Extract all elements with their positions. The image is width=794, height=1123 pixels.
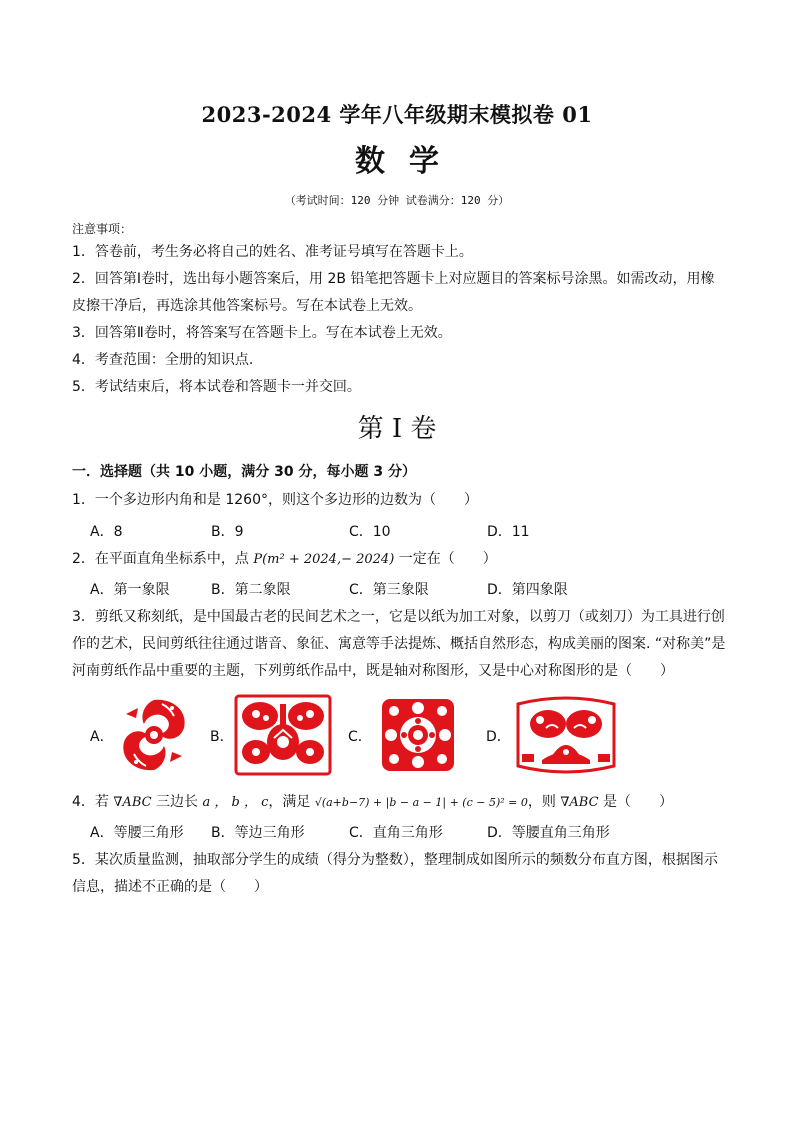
q4-then: ，则	[527, 794, 561, 810]
q4-stem-post: 是（ ）	[598, 794, 673, 810]
q5-line-2: 信息，描述不正确的是（ ）	[72, 879, 268, 895]
q1-option-a: A．8	[90, 524, 123, 540]
q2-stem-pre: 2．在平面直角坐标系中，点	[72, 551, 254, 567]
q2-point-expression: P(m² + 2024,− 2024)	[253, 552, 395, 567]
q4-cond-pre: ，满足	[268, 794, 315, 810]
papercut-c-image	[378, 694, 458, 776]
notice-item-1: 1．答卷前，考生务必将自己的姓名、准考证号填写在答题卡上。	[72, 244, 473, 260]
q2-stem-post: 一定在（ ）	[394, 551, 497, 567]
q4-option-b: B．等边三角形	[211, 825, 305, 841]
q2-option-a: A．第一象限	[90, 582, 170, 598]
q3-option-c-label: C．	[348, 729, 372, 745]
q4-stem-pre: 4．若	[72, 794, 114, 810]
q4-triangle: ∇ABC	[113, 795, 152, 810]
q4-option-d: D．等腰直角三角形	[487, 825, 610, 841]
q3-line-1: 3．剪纸又称刻纸，是中国最古老的民间艺术之一，它是以纸为加工对象，以剪刀（或刻刀）为工具进行创	[72, 609, 725, 625]
q3-option-a-label: A．	[90, 729, 114, 745]
time-info: （考试时间：120 分钟 试卷满分：120 分）	[284, 194, 510, 207]
part-title: 第 I 卷	[357, 414, 437, 444]
q2-stem	[72, 549, 732, 570]
q3-line-2: 作的艺术，民间剪纸往往通过谐音、象征、寓意等手法提炼、概括自然形态，构成美丽的图案. “对称美”是	[72, 636, 726, 652]
q2-option-d: D．第四象限	[487, 582, 568, 598]
q4-condition: √(a+b−7) + |b − a − 1| + (c − 5)² = 0	[314, 796, 528, 809]
q3-option-d-label: D．	[486, 729, 511, 745]
papercut-b-image	[234, 694, 332, 776]
q2-option-c: C．第三象限	[349, 582, 429, 598]
notice-item-3: 3．回答第Ⅱ卷时，将答案写在答题卡上。写在本试卷上无效。	[72, 325, 452, 341]
q4-option-a: A．等腰三角形	[90, 825, 184, 841]
q5-line-1: 5．某次质量监测，抽取部分学生的成绩（得分为整数），整理制成如图所示的频数分布直方图，根据图示	[72, 852, 718, 868]
subject-title: 数学	[355, 144, 463, 179]
q4-stem	[72, 792, 732, 813]
q4-vars: a ， b ， c	[202, 795, 269, 810]
q1-option-b: B．9	[211, 524, 244, 540]
papercut-a-image	[116, 694, 192, 776]
q1-stem: 1．一个多边形内角和是 1260°，则这个多边形的边数为（ ）	[72, 492, 478, 508]
exam-title: 2023-2024 学年八年级期末模拟卷 01	[201, 102, 593, 127]
notice-item-4: 4．考查范围：全册的知识点.	[72, 352, 254, 368]
q2-option-b: B．第二象限	[211, 582, 291, 598]
q4-stem-mid: 三边长	[151, 794, 203, 810]
section-heading: 一．选择题（共 10 小题，满分 30 分，每小题 3 分）	[72, 464, 416, 480]
notice-item-5: 5．考试结束后，将本试卷和答题卡一并交回。	[72, 379, 361, 395]
papercut-d-image	[512, 694, 620, 776]
notice-item-2-cont: 皮擦干净后，再选涂其他答案标号。写在本试卷上无效。	[72, 298, 422, 314]
q4-triangle-2: ∇ABC	[560, 795, 599, 810]
q4-option-c: C．直角三角形	[349, 825, 443, 841]
q1-option-d: D．11	[487, 524, 530, 540]
notice-item-2: 2．回答第Ⅰ卷时，选出每小题答案后，用 2B 铅笔把答题卡上对应题目的答案标号涂黑。如需改动，用橡	[72, 271, 715, 287]
q3-option-b-label: B．	[210, 729, 234, 745]
q3-line-3: 河南剪纸作品中重要的主题，下列剪纸作品中，既是轴对称图形，又是中心对称图形的是（ ）	[72, 663, 674, 679]
q1-option-c: C．10	[349, 524, 391, 540]
notice-heading: 注意事项：	[72, 222, 133, 236]
